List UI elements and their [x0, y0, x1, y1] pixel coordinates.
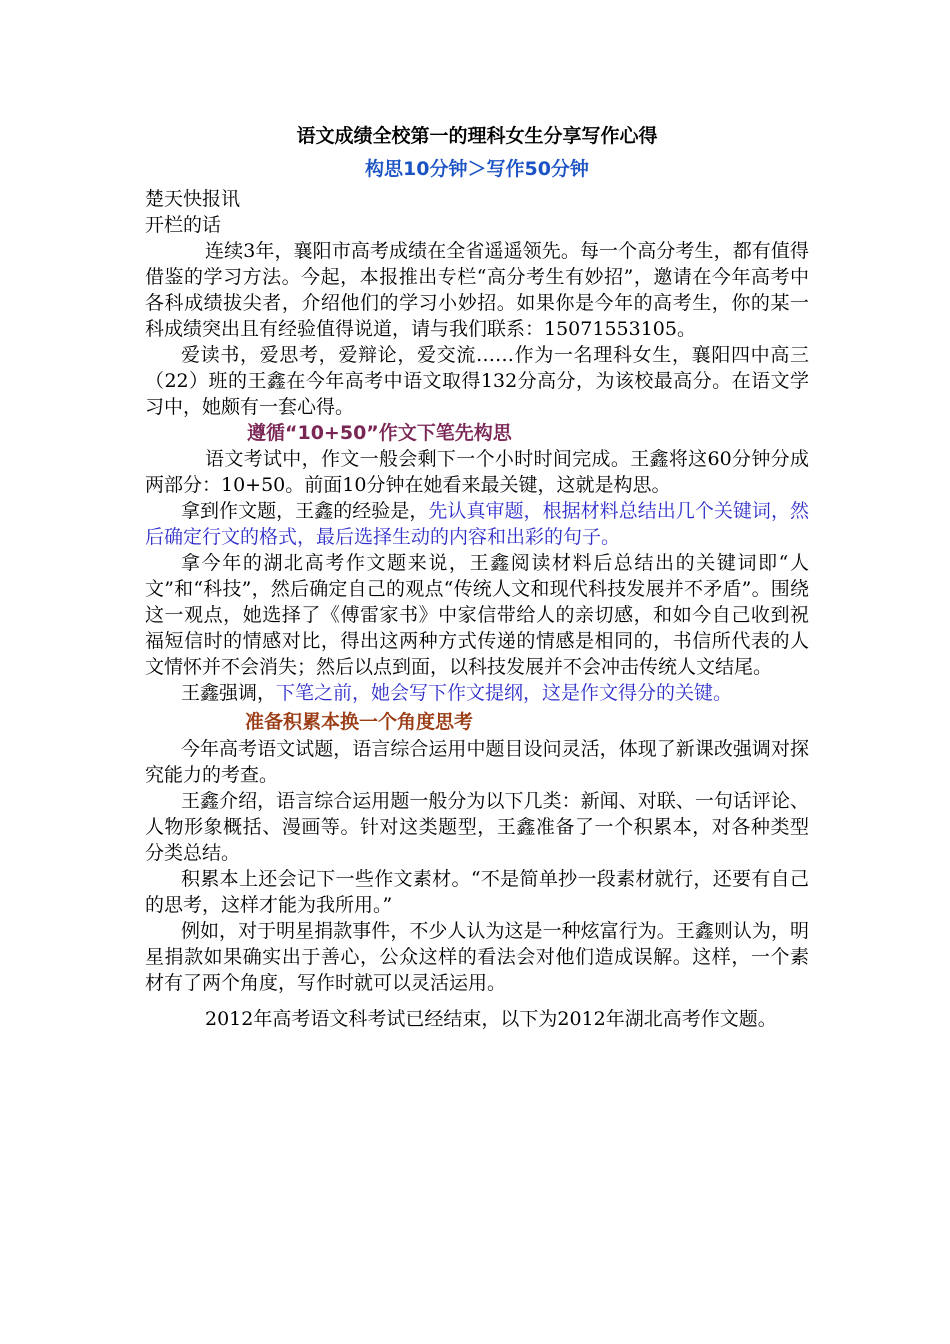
emphasis-highlight: 下笔之前，她会写下作文提纲，这是作文得分的关键。 [276, 682, 733, 704]
time-split-paragraph: 语文考试中，作文一般会剩下一个小时时间完成。王鑫将这60分钟分成两部分：10+50。前面10分钟在她看来最关键，这就是构思。 [145, 448, 809, 496]
spacer [145, 996, 809, 1006]
method-paragraph [145, 498, 809, 550]
section-heading-conception: 遵循“10+50”作文下笔先构思 [247, 422, 512, 444]
emphasis-paragraph [145, 680, 809, 706]
material-paragraph: 积累本上还会记下一些作文素材。“不是简单抄一段素材就行，还要有自己的思考，这样才能为我所用。” [145, 868, 809, 916]
method-lead: 拿到作文题，王鑫的经验是， [181, 500, 429, 522]
star-donation-paragraph: 例如，对于明星捐款事件，不少人认为这是一种炫富行为。王鑫则认为，明星捐款如果确实出于善心，公众这样的看法会对他们造成误解。这样，一个素材有了两个角度，写作时就可以灵活运用。 [145, 920, 809, 994]
exam-paragraph: 今年高考语文试题，语言综合运用中题目设问灵活，体现了新课改强调对探究能力的考查。 [145, 738, 809, 786]
news-source: 楚天快报讯 [145, 188, 241, 210]
method-highlight: 先认真审题，根据材料总结出几个关键词，然后确定行文的格式，最后选择生动的内容和出彩的句子。 [145, 500, 809, 548]
profile-paragraph: 爱读书，爱思考，爱辩论，爱交流……作为一名理科女生，襄阳四中高三（22）班的王鑫在今年高考中语文取得132分高分，为该校最高分。在语文学习中，她颇有一套心得。 [145, 344, 809, 418]
question-types-paragraph: 王鑫介绍，语言综合运用题一般分为以下几类：新闻、对联、一句话评论、人物形象概括、漫画等。针对这类题型，王鑫准备了一个积累本，对各种类型分类总结。 [145, 790, 809, 864]
article-body [145, 118, 809, 1032]
closing-paragraph: 2012年高考语文科考试已经结束，以下为2012年湖北高考作文题。 [205, 1008, 777, 1030]
example-paragraph: 拿今年的湖北高考作文题来说，王鑫阅读材料后总结出的关键词即“人文”和“科技”，然后确定自己的观点“传统人文和现代科技发展并不矛盾”。围绕这一观点，她选择了《傅雷家书》中家信带给人的亲切感，和如今自己收到祝福短信时的情感对比，得出这两种方式传递的情感是相同的，书信所代表的人文情怀并不会消失；然后以点到面，以科技发展并不会冲击传统人文结尾。 [145, 552, 809, 678]
emphasis-lead: 王鑫强调， [181, 682, 277, 704]
section-heading-notebook: 准备积累本换一个角度思考 [245, 711, 474, 733]
article-title: 语文成绩全校第一的理科女生分享写作心得 [296, 125, 658, 147]
intro-paragraph: 连续3年，襄阳市高考成绩在全省遥遥领先。每一个高分考生，都有值得借鉴的学习方法。今起，本报推出专栏“高分考生有妙招”，邀请在今年高考中各科成绩拔尖者，介绍他们的学习小妙招。如果你是今年的高考生，你的某一科成绩突出且有经验值得说道，请与我们联系：15071553105。 [145, 240, 809, 340]
article-subtitle: 构思10分钟＞写作50分钟 [365, 158, 589, 180]
column-label: 开栏的话 [145, 214, 222, 236]
